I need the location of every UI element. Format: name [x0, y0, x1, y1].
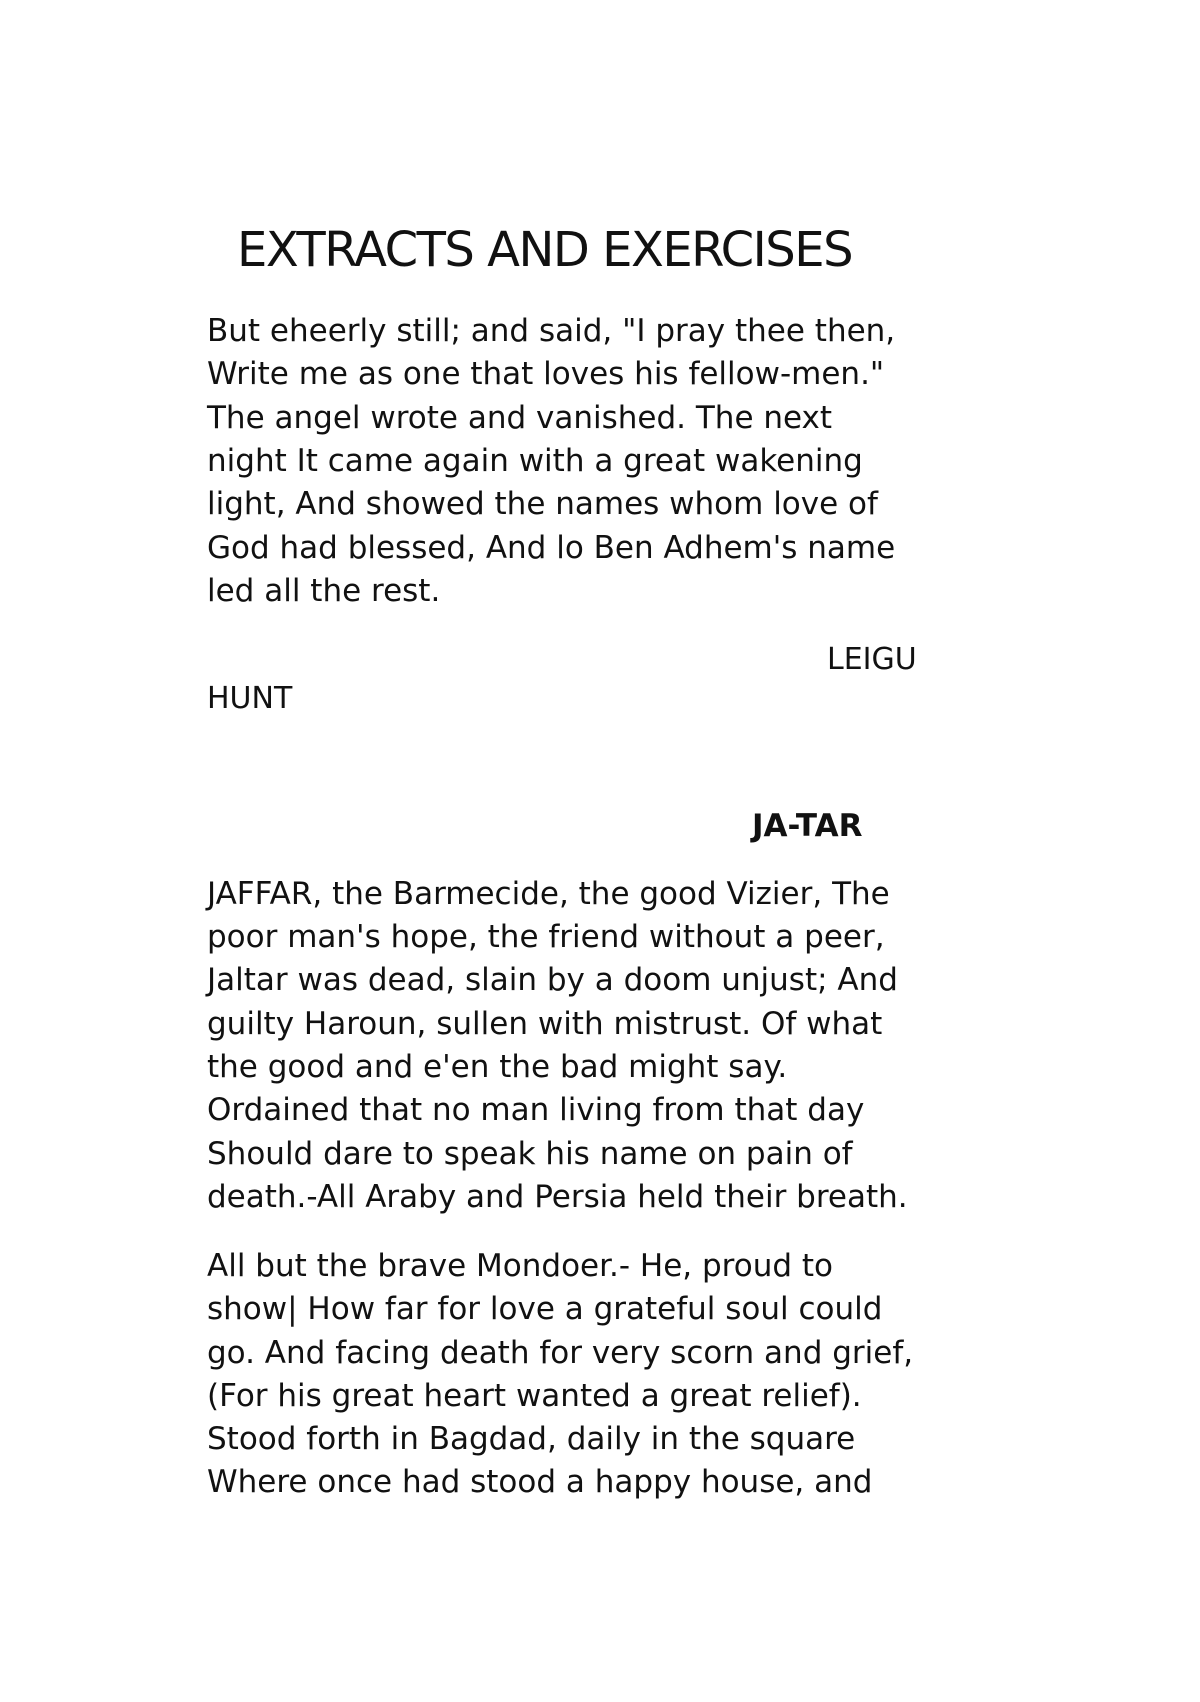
passage-1-line: But eheerly still; and said, "I pray thee then,: [207, 313, 896, 349]
passage-3-line: All but the brave Mondoer.- He, proud to: [207, 1248, 834, 1284]
passage-1-line: Write me as one that loves his fellow-men.": [207, 356, 885, 392]
passage-2-line: JAFFAR, the Barmecide, the good Vizier, The: [207, 876, 890, 912]
passage-1-line: God had blessed, And lo Ben Adhem's name: [207, 530, 896, 566]
passage-2-line: guilty Haroun, sullen with mistrust. Of what: [207, 1006, 883, 1042]
passage-2-line: Jaltar was dead, slain by a doom unjust; And: [207, 962, 898, 998]
passage-3-line: (For his great heart wanted a great relief).: [207, 1378, 862, 1414]
passage-3-line: Where once had stood a happy house, and: [207, 1464, 873, 1500]
passage-1-line: light, And showed the names whom love of: [207, 486, 878, 522]
page-title: EXTRACTS AND EXERCISES: [237, 222, 853, 278]
passage-3-line: go. And facing death for very scorn and grief,: [207, 1335, 914, 1371]
author-last-name: HUNT: [207, 681, 293, 716]
passage-2-line: the good and e'en the bad might say.: [207, 1049, 788, 1085]
poem-title: JA-TAR: [752, 808, 863, 844]
passage-3-line: Stood forth in Bagdad, daily in the square: [207, 1421, 856, 1457]
passage-1-line: night It came again with a great wakening: [207, 443, 863, 479]
author-first-name: LEIGU: [827, 642, 917, 677]
passage-1-line: The angel wrote and vanished. The next: [207, 400, 833, 436]
passage-2-line: poor man's hope, the friend without a peer,: [207, 919, 885, 955]
passage-2-line: Should dare to speak his name on pain of: [207, 1136, 853, 1172]
passage-2-line: death.-All Araby and Persia held their breath.: [207, 1179, 908, 1215]
passage-2-line: Ordained that no man living from that day: [207, 1092, 865, 1128]
passage-1-line: led all the rest.: [207, 573, 441, 609]
passage-3-line: show| How far for love a grateful soul could: [207, 1291, 883, 1327]
